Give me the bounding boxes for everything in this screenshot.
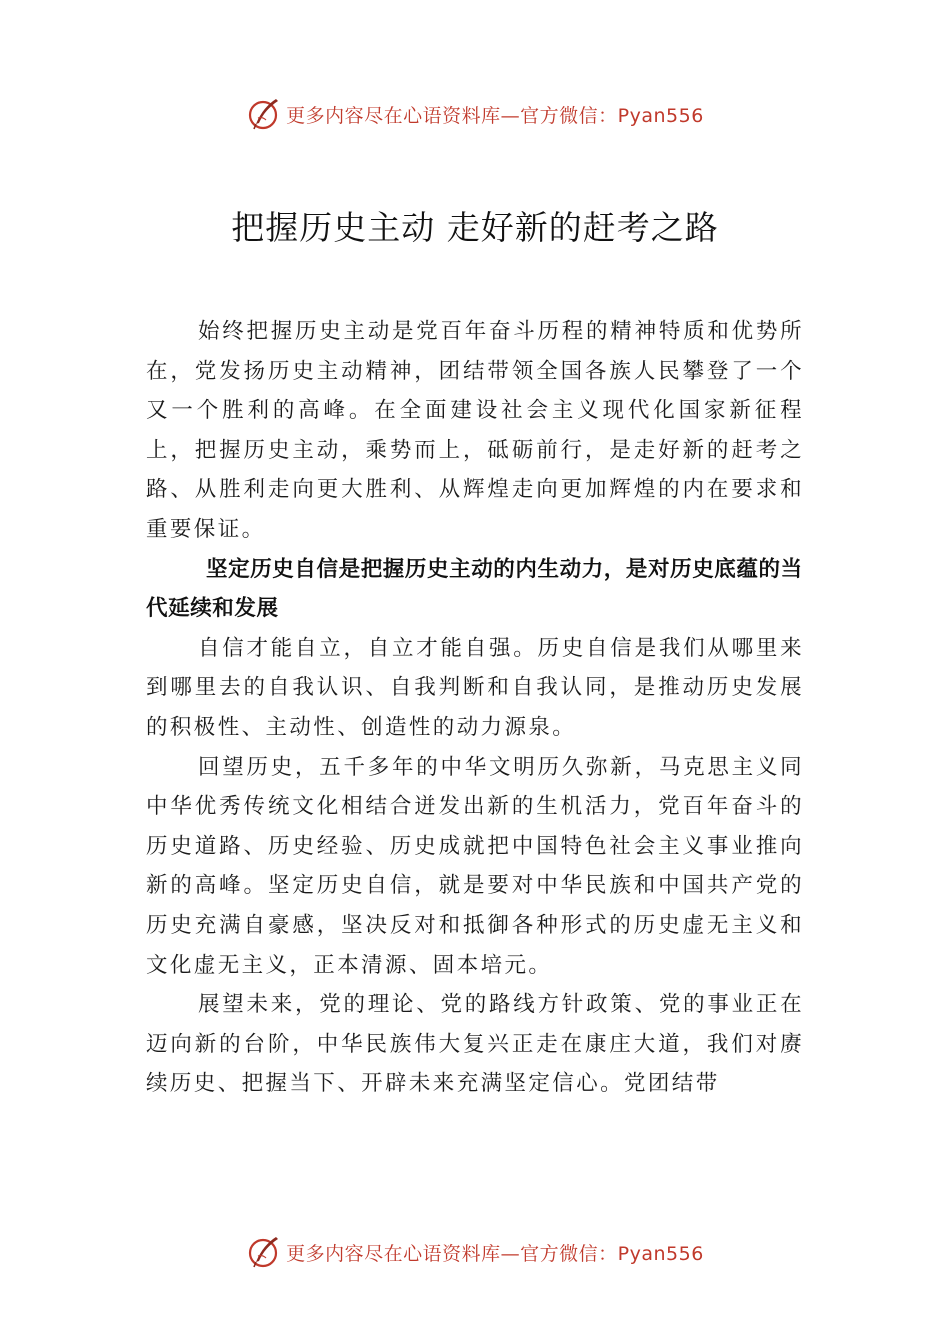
banner-wechat-id: Pyan556 xyxy=(617,104,704,127)
quill-pen-logo-icon xyxy=(246,96,282,132)
footer-banner xyxy=(0,1232,950,1272)
banner-text xyxy=(286,101,704,128)
banner-text xyxy=(286,1239,704,1266)
quill-pen-logo-icon xyxy=(246,1234,282,1270)
paragraph-review-history: 回望历史，五千多年的中华文明历久弥新，马克思主义同中华优秀传统文化相结合迸发出新的生机活力，党百年奋斗的历史道路、历史经验、历史成就把中国特色社会主义事业推向新的高峰。坚定历史自信，就是要对中华民族和中国共产党的历史充满自豪感，坚决反对和抵御各种形式的历史虚无主义和文化虚无主义，正本清源、固本培元。 xyxy=(146,754,804,978)
paragraph-self-confidence: 自信才能自立，自立才能自强。历史自信是我们从哪里来到哪里去的自我认识、自我判断和自我认同，是推动历史发展的积极性、主动性、创造性的动力源泉。 xyxy=(146,635,804,740)
document-body xyxy=(146,312,804,1104)
banner-slogan: 更多内容尽在心语资料库—官方微信： xyxy=(286,1242,618,1265)
paragraph-look-ahead: 展望未来，党的理论、党的路线方针政策、党的事业正在迈向新的台阶，中华民族伟大复兴正走在康庄大道，我们对赓续历史、把握当下、开辟未来充满坚定信心。党团结带 xyxy=(146,992,804,1097)
paragraph-intro: 始终把握历史主动是党百年奋斗历程的精神特质和优势所在，党发扬历史主动精神，团结带领全国各族人民攀登了一个又一个胜利的高峰。在全面建设社会主义现代化国家新征程上，把握历史主动，乘势而上，砥砺前行，是走好新的赶考之路、从胜利走向更大胜利、从辉煌走向更加辉煌的内在要求和重要保证。 xyxy=(146,319,804,542)
page-title: 把握历史主动 走好新的赶考之路 xyxy=(231,208,719,247)
banner-slogan: 更多内容尽在心语资料库—官方微信： xyxy=(286,104,618,127)
section-heading: 坚定历史自信是把握历史主动的内生动力，是对历史底蕴的当代延续和发展 xyxy=(146,556,803,622)
banner-wechat-id: Pyan556 xyxy=(617,1242,704,1265)
header-banner xyxy=(0,94,950,134)
